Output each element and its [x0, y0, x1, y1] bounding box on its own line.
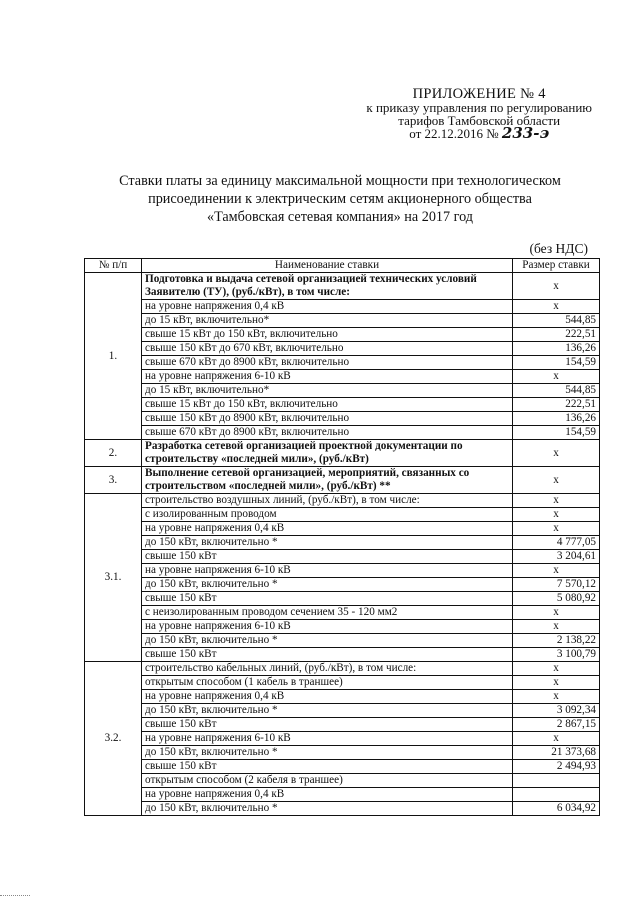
rate-name: на уровне напряжения 6-10 кВ [142, 370, 513, 384]
rate-name: свыше 150 кВт [142, 648, 513, 662]
table-row [85, 550, 600, 564]
table-row [85, 788, 600, 802]
rate-value: 3 092,34 [513, 704, 600, 718]
table-row [85, 690, 600, 704]
rate-value: х [513, 564, 600, 578]
table-row [85, 634, 600, 648]
rate-value: х [513, 732, 600, 746]
order-date: от 22.12.2016 № [409, 126, 499, 141]
title-line-3: «Тамбовская сетевая компания» на 2017 год [206, 209, 474, 225]
rate-name: на уровне напряжения 0,4 кВ [142, 300, 513, 314]
rate-name: свыше 15 кВт до 150 кВт, включительно [142, 328, 513, 342]
rate-name: Выполнение сетевой организацией, мероприятий, связанных со строительством «последней мили», (руб./кВт) ** [142, 467, 513, 494]
table-row [85, 564, 600, 578]
rate-name: свыше 15 кВт до 150 кВт, включительно [142, 398, 513, 412]
title-line-1: Ставки платы за единицу максимальной мощности при технологическом [119, 173, 561, 189]
rate-value: 544,85 [513, 314, 600, 328]
rate-value: 6 034,92 [513, 802, 600, 816]
order-line-1: к приказу управления по регулированию [366, 100, 592, 115]
rate-value: 21 373,68 [513, 746, 600, 760]
rate-value: х [513, 606, 600, 620]
table-row [85, 273, 600, 300]
header-rate: Размер ставки [513, 259, 600, 273]
table-row [85, 592, 600, 606]
document-title [80, 172, 600, 226]
rate-name: на уровне напряжения 6-10 кВ [142, 620, 513, 634]
row-number: 3.1. [85, 494, 142, 662]
table-row [85, 662, 600, 676]
rate-name: свыше 670 кВт до 8900 кВт, включительно [142, 426, 513, 440]
rate-value: х [513, 467, 600, 494]
rate-value: х [513, 273, 600, 300]
rate-name: до 15 кВт, включительно* [142, 314, 513, 328]
rate-value: 2 138,22 [513, 634, 600, 648]
table-row [85, 718, 600, 732]
table-row [85, 648, 600, 662]
table-row [85, 356, 600, 370]
rate-name: на уровне напряжения 6-10 кВ [142, 732, 513, 746]
rate-value: х [513, 508, 600, 522]
vat-note: (без НДС) [529, 241, 588, 256]
rate-name: Подготовка и выдача сетевой организацией технических условий Заявителю (ТУ), (руб./кВт), в том числе: [142, 273, 513, 300]
table-row [85, 536, 600, 550]
rate-value: 2 867,15 [513, 718, 600, 732]
table-row [85, 774, 600, 788]
table-row [85, 440, 600, 467]
rate-name: до 150 кВт, включительно * [142, 536, 513, 550]
rate-value: 136,26 [513, 342, 600, 356]
rate-name: до 150 кВт, включительно * [142, 802, 513, 816]
rate-value: х [513, 676, 600, 690]
table-row [85, 676, 600, 690]
rate-name: строительство кабельных линий, (руб./кВт), в том числе: [142, 662, 513, 676]
table-row [85, 426, 600, 440]
order-date-line [366, 124, 592, 142]
appendix-title: ПРИЛОЖЕНИЕ № 4 [412, 86, 546, 102]
rate-name: до 150 кВт, включительно * [142, 578, 513, 592]
rate-name: на уровне напряжения 0,4 кВ [142, 690, 513, 704]
document-header [366, 88, 592, 140]
rate-name: до 15 кВт, включительно* [142, 384, 513, 398]
rate-name: свыше 150 кВт [142, 760, 513, 774]
rate-value: х [513, 620, 600, 634]
table-row [85, 620, 600, 634]
table-row [85, 342, 600, 356]
rate-name: на уровне напряжения 6-10 кВ [142, 564, 513, 578]
row-number: 2. [85, 440, 142, 467]
scan-edge-mark [0, 895, 30, 896]
row-number: 1. [85, 273, 142, 440]
rate-name: свыше 670 кВт до 8900 кВт, включительно [142, 356, 513, 370]
rate-value: 544,85 [513, 384, 600, 398]
rate-name: с неизолированным проводом сечением 35 - 120 мм2 [142, 606, 513, 620]
rate-name: свыше 150 кВт [142, 592, 513, 606]
rate-name: открытым способом (2 кабеля в траншее) [142, 774, 513, 788]
rate-name: на уровне напряжения 0,4 кВ [142, 788, 513, 802]
order-line-2: тарифов Тамбовской области [398, 113, 561, 128]
table-row [85, 370, 600, 384]
rate-name: свыше 150 кВт до 670 кВт, включительно [142, 342, 513, 356]
table-row [85, 760, 600, 774]
rate-value: 5 080,92 [513, 592, 600, 606]
rate-value [513, 788, 600, 802]
table-row [85, 704, 600, 718]
rate-name: до 150 кВт, включительно * [142, 704, 513, 718]
table-row [85, 398, 600, 412]
table-row [85, 508, 600, 522]
rate-value: х [513, 522, 600, 536]
row-number: 3.2. [85, 662, 142, 816]
rate-value: 7 570,12 [513, 578, 600, 592]
table-row [85, 467, 600, 494]
table-row [85, 314, 600, 328]
table-row [85, 606, 600, 620]
rate-name: свыше 150 кВт [142, 718, 513, 732]
table-row [85, 802, 600, 816]
table-row [85, 384, 600, 398]
table-row [85, 578, 600, 592]
row-number: 3. [85, 467, 142, 494]
rate-value: х [513, 662, 600, 676]
table-row [85, 412, 600, 426]
rate-value: х [513, 370, 600, 384]
rate-value: 3 204,61 [513, 550, 600, 564]
table-row [85, 300, 600, 314]
rate-value: 4 777,05 [513, 536, 600, 550]
rate-name: открытым способом (1 кабель в траншее) [142, 676, 513, 690]
rate-value: 154,59 [513, 356, 600, 370]
rate-name: до 150 кВт, включительно * [142, 746, 513, 760]
rate-value: 222,51 [513, 398, 600, 412]
header-name: Наименование ставки [142, 259, 513, 273]
rate-name: с изолированным проводом [142, 508, 513, 522]
rate-value: 222,51 [513, 328, 600, 342]
header-number: № п/п [85, 259, 142, 273]
rate-value: 154,59 [513, 426, 600, 440]
rate-value: 3 100,79 [513, 648, 600, 662]
rates-table [84, 258, 600, 816]
rate-value: х [513, 690, 600, 704]
rate-name: свыше 150 кВт [142, 550, 513, 564]
table-header-row [85, 259, 600, 273]
table-body [85, 273, 600, 816]
rate-value [513, 774, 600, 788]
rate-name: свыше 150 кВт до 8900 кВт, включительно [142, 412, 513, 426]
rate-value: х [513, 494, 600, 508]
rate-name: строительство воздушных линий, (руб./кВт), в том числе: [142, 494, 513, 508]
rate-name: до 150 кВт, включительно * [142, 634, 513, 648]
rate-value: 136,26 [513, 412, 600, 426]
table-row [85, 746, 600, 760]
rate-value: х [513, 300, 600, 314]
order-number: 233-э [501, 124, 550, 142]
rate-name: Разработка сетевой организацией проектной документации по строительству «последней мили», (руб./кВт) [142, 440, 513, 467]
table-row [85, 494, 600, 508]
table-row [85, 522, 600, 536]
table-row [85, 732, 600, 746]
title-line-2: присоединении к электрическим сетям акционерного общества [148, 191, 532, 207]
rate-value: х [513, 440, 600, 467]
rate-value: 2 494,93 [513, 760, 600, 774]
table-row [85, 328, 600, 342]
rate-name: на уровне напряжения 0,4 кВ [142, 522, 513, 536]
